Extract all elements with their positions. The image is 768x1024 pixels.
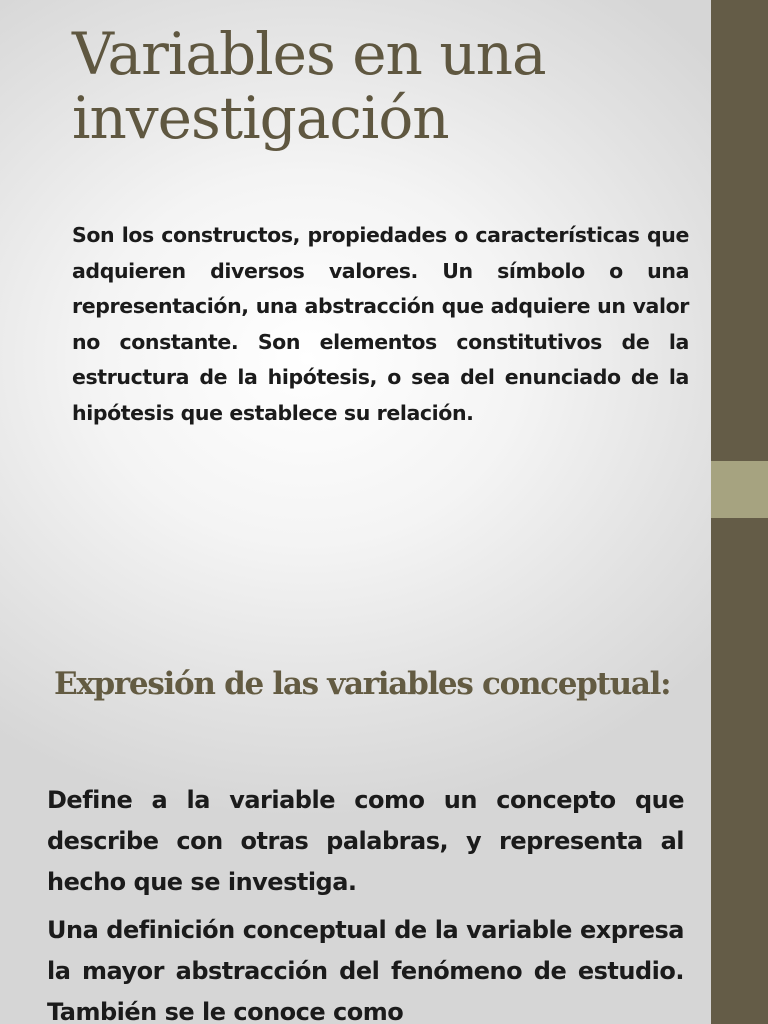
- side-accent-block: [711, 461, 768, 518]
- slide-title: Variables en una investigación: [72, 20, 546, 152]
- definition-paragraph: Define a la variable como un concepto que describe con otras palabras, y representa al hecho que se investiga.: [47, 786, 684, 896]
- conceptual-definition-paragraph: Una definición conceptual de la variable expresa la mayor abstracción del fenómeno de estudio. También se le conoce como: [47, 916, 684, 1024]
- section-subtitle: Expresión de las variables conceptual:: [54, 666, 671, 702]
- intro-paragraph: Son los constructos, propiedades o características que adquieren diversos valores. Un símbolo o una representación, una abstracción que adquiere un valor no constante. Son elementos constitutivos de la estructura de la hipótesis, o sea del enunciado de la hipótesis que establece su relación.: [72, 223, 689, 425]
